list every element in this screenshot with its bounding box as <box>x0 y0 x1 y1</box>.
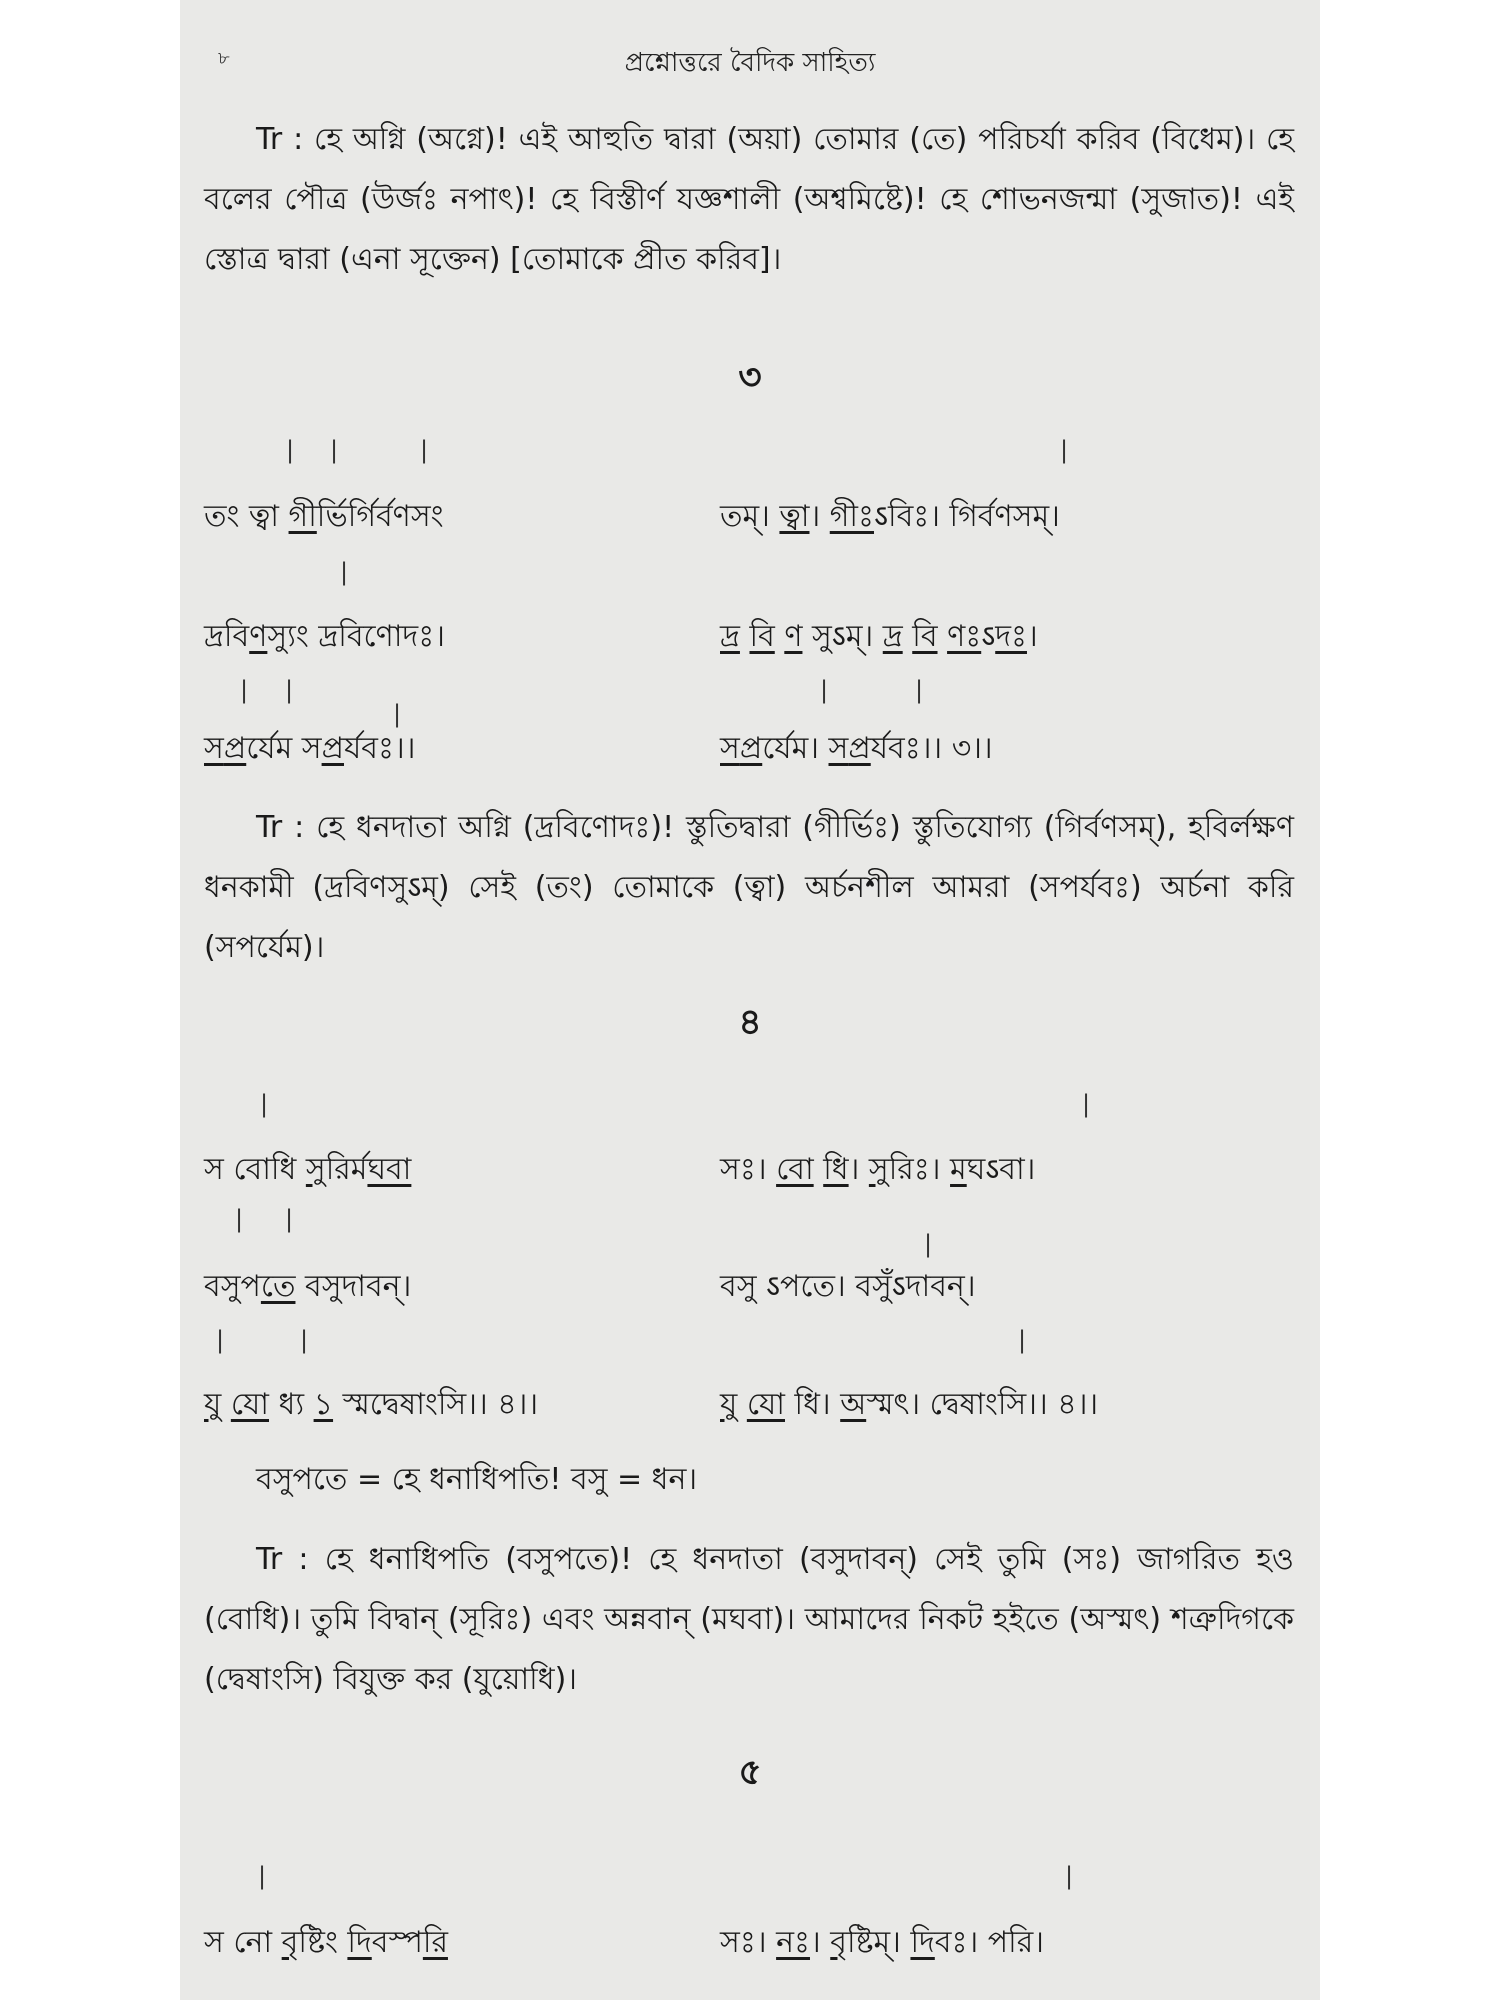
verse-segment <box>903 619 913 654</box>
verse-segment: গীঃ <box>829 499 874 534</box>
verse-segment: স <box>204 731 224 766</box>
verse-segment: বঃ। পরি। <box>934 1925 1044 1960</box>
verse-segment: র্যেম স <box>246 731 322 766</box>
verse-segment: স্যুং দ্রবিণোদঃ। <box>267 619 445 654</box>
accent-mark: | <box>820 676 829 704</box>
accent-mark: | <box>240 676 249 704</box>
verse-segment: দ্র <box>720 619 740 654</box>
accent-mark: | <box>235 1205 244 1233</box>
translation-paragraph-3 <box>204 1530 1294 1710</box>
accent-mark: | <box>915 676 924 704</box>
verse5-line1-right <box>720 1918 1044 1969</box>
accent-mark: | <box>286 436 295 464</box>
verse-segment: সঃ। <box>720 1152 777 1187</box>
verse-segment: স নো <box>204 1925 282 1960</box>
verse-segment <box>814 1152 824 1187</box>
page-header <box>180 38 1320 78</box>
verse3-line1-left <box>204 492 444 543</box>
verse-segment: বসু ऽপতে। বসুঁऽদাবন্। <box>720 1269 976 1304</box>
verse-segment: । <box>809 1925 831 1960</box>
verse4-line1-left <box>204 1145 411 1196</box>
verse-segment: সুऽম্। <box>802 619 883 654</box>
verse-segment: প্র <box>739 731 763 766</box>
verse-segment: ধি। <box>785 1387 841 1422</box>
verse-segment: স <box>828 731 849 766</box>
verse-segment: যো <box>746 1387 785 1422</box>
verse-number-3: ৩ <box>738 357 762 398</box>
verse-segment: রির্ম <box>325 1152 368 1187</box>
verse-segment: তম্। <box>720 499 780 534</box>
verse-segment: অ <box>840 1387 867 1422</box>
book-page <box>180 0 1320 2000</box>
verse-segment: ধি <box>823 1152 849 1187</box>
verse-segment: ষ্টিম্। <box>846 1925 911 1960</box>
verse-segment: প্র <box>321 731 344 766</box>
verse-segment: যু <box>720 1387 738 1422</box>
accent-mark: | <box>393 700 402 728</box>
translation-text: Tr : হে অগ্নি (অগ্নে)! এই আহুতি দ্বারা (অয়া) তোমার (তে) পরিচর্যা করিব (বিধেম)। হে বলের পৌত্র (উর্জঃ নপাৎ)! হে বিস্তীর্ণ যজ্ঞশালী (অশ্বমিষ্টে)! হে শোভনজন্মা (সুজাত)! এই স্তোত্র দ্বারা (এনা সূক্তেন) [তোমাকে প্রীত করিব]। <box>204 122 1294 277</box>
verse-segment: ত্বা <box>779 499 810 534</box>
verse-segment: ऽবিঃ। গির্বণসম্। <box>874 499 1060 534</box>
verse-segment <box>938 619 948 654</box>
verse-segment: ণ <box>249 619 268 654</box>
verse-segment: সু <box>868 1152 889 1187</box>
verse-segment: বো <box>776 1152 814 1187</box>
verse-segment <box>221 1387 231 1422</box>
accent-mark: | <box>340 558 349 586</box>
verse4-line3-left <box>204 1380 538 1431</box>
verse-segment: বৃ <box>830 1925 847 1960</box>
verse-segment <box>775 619 785 654</box>
verse-segment: যো <box>230 1387 269 1422</box>
verse-segment: রি <box>422 1925 448 1960</box>
verse-segment: সু <box>305 1152 326 1187</box>
verse-segment: ম <box>950 1152 967 1187</box>
verse-segment: র্যবঃ।। <box>344 731 416 766</box>
verse-segment: দি <box>347 1925 372 1960</box>
verse-segment: দি <box>910 1925 935 1960</box>
verse-segment: । <box>848 1152 869 1187</box>
verse-segment: প্র <box>848 731 871 766</box>
verse-segment: গী <box>288 499 317 534</box>
verse-number-4: ৪ <box>738 1002 762 1043</box>
verse-segment: তে <box>260 1269 296 1304</box>
verse4-line1-right <box>720 1145 1035 1196</box>
verse-segment: রিঃ। <box>888 1152 951 1187</box>
translation-text: Tr : হে ধনাধিপতি (বসুপতে)! হে ধনদাতা (বসুদাবন্) সেই তুমি (সঃ) জাগরিত হও (বোধি)। তুমি বিদ্বান্ (সূরিঃ) এবং অন্নবান্ (মঘবা)। আমাদের নিকট হইতে (অস্মৎ) শত্রুদিগকে (দ্বেষাংসি) বিযুক্ত কর (যুয়োধি)। <box>204 1542 1294 1697</box>
verse-segment: দ্রবি <box>204 619 250 654</box>
verse-segment: বি <box>749 619 775 654</box>
verse-segment <box>737 1387 747 1422</box>
verse-segment: র্যবঃ।। ৩।। <box>870 731 993 766</box>
verse-segment: দ্র <box>882 619 903 654</box>
verse3-line2-right <box>720 612 1038 663</box>
accent-mark: | <box>258 1862 267 1890</box>
verse-segment: ধ্য <box>269 1387 314 1422</box>
verse-segment: দঃ <box>995 619 1027 654</box>
accent-mark: | <box>285 676 294 704</box>
verse-segment: বসুদাবন্। <box>295 1269 412 1304</box>
verse3-line2-left <box>204 612 445 663</box>
running-title: প্রশ্নোত্তরে বৈদিক সাহিত্য <box>624 48 876 78</box>
verse4-line2-left <box>204 1262 411 1313</box>
verse-segment: স্মদ্বেষাংসি।। ৪।। <box>333 1387 539 1422</box>
verse-segment: ঘবা <box>367 1152 412 1187</box>
verse4-line3-right <box>720 1380 1098 1431</box>
verse3-line3-left <box>204 724 415 775</box>
verse5-line1-left <box>204 1918 448 1969</box>
note-line: বসুপতে = হে ধনাধিপতি! বসু = ধন। <box>256 1462 698 1497</box>
accent-mark: | <box>1060 436 1069 464</box>
translation-paragraph-2 <box>204 798 1294 978</box>
verse-segment: সঃ। <box>720 1925 777 1960</box>
accent-mark: | <box>300 1326 309 1354</box>
translation-paragraph-1 <box>204 110 1294 290</box>
verse-number-5: ৫ <box>738 1752 762 1793</box>
verse-segment: প্র <box>223 731 247 766</box>
verse-segment: স <box>720 731 740 766</box>
accent-mark: | <box>216 1326 225 1354</box>
verse-segment: । <box>809 499 830 534</box>
verse-segment: ऽ <box>981 619 996 654</box>
accent-mark: | <box>285 1205 294 1233</box>
verse-segment: স্মৎ। দ্বেষাংসি।। ৪।। <box>866 1387 1099 1422</box>
accent-mark: | <box>924 1230 933 1258</box>
accent-mark: | <box>1082 1090 1091 1118</box>
verse-segment: বস্প <box>371 1925 423 1960</box>
accent-mark: | <box>330 436 339 464</box>
verse4-line2-right <box>720 1262 976 1313</box>
verse-segment: বি <box>912 619 938 654</box>
verse-segment: ১ <box>313 1387 334 1422</box>
verse-segment: র্যেম। <box>762 731 829 766</box>
verse-segment: স বোধি <box>204 1152 306 1187</box>
verse-segment: ণ <box>784 619 803 654</box>
page-number: ৮ <box>218 48 230 69</box>
verse-segment: বসুপ <box>204 1269 261 1304</box>
verse3-line1-right <box>720 492 1060 543</box>
verse-segment: ষ্টিং <box>298 1925 348 1960</box>
verse-segment: র্ভির্গির্বণসং <box>316 499 444 534</box>
accent-mark: | <box>260 1090 269 1118</box>
verse-segment: ঘऽবা। <box>966 1152 1036 1187</box>
verse3-line3-right <box>720 724 993 775</box>
verse-segment: বৃ <box>281 1925 299 1960</box>
verse-segment: । <box>1026 619 1038 654</box>
verse-segment: যু <box>204 1387 222 1422</box>
verse-segment: তং ত্বা <box>204 499 289 534</box>
accent-mark: | <box>1065 1862 1074 1890</box>
translation-text: Tr : হে ধনদাতা অগ্নি (দ্রবিণোদঃ)! স্তুতিদ্বারা (গীর্ভিঃ) স্তুতিযোগ্য (গির্বণসম্), হবির্লক্ষণ ধনকামী (দ্রবিণসুऽম্) সেই (তং) তোমাকে (ত্বা) অর্চনশীল আমরা (সপর্যবঃ) অর্চনা করি (সপর্যেম)। <box>204 810 1294 965</box>
verse-segment: ণঃ <box>947 619 982 654</box>
verse-segment: নঃ <box>776 1925 810 1960</box>
accent-mark: | <box>1018 1326 1027 1354</box>
accent-mark: | <box>420 436 429 464</box>
